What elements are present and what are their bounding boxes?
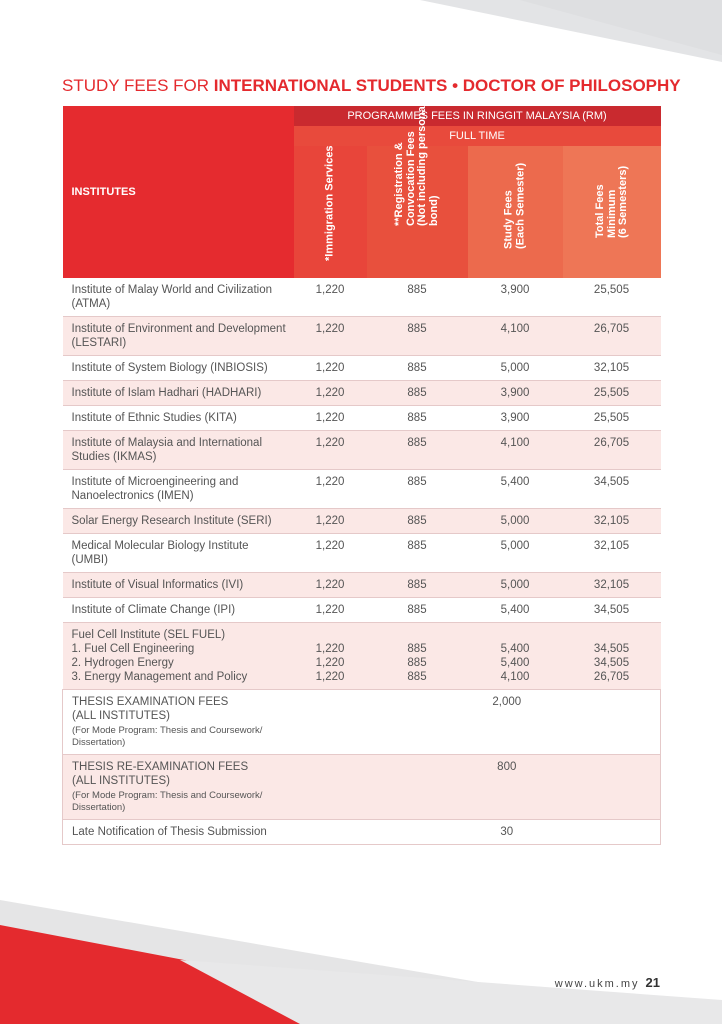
total-fee: 34,505 xyxy=(563,598,661,623)
study-fee: 3,900 xyxy=(468,278,563,317)
table-row-thesis-exam xyxy=(63,690,661,755)
study-fee: 3,900 xyxy=(468,381,563,406)
study-fee: 3,900 xyxy=(468,406,563,431)
registration-header: **Registration & Convocation Fees (Not including personal bond) xyxy=(367,146,468,278)
late-notification-label: Late Notification of Thesis Submission xyxy=(63,820,294,845)
registration-fee: 885 xyxy=(367,356,468,381)
institute-name: Institute of Visual Informatics (IVI) xyxy=(63,573,294,598)
study-fee: 5,000 xyxy=(468,356,563,381)
total-fee: 25,505 xyxy=(563,278,661,317)
study-fee: 5,000 xyxy=(468,573,563,598)
table-row-fuel-cell xyxy=(63,623,661,690)
fees-table xyxy=(62,103,661,845)
registration-fee: 885 xyxy=(367,598,468,623)
institute-name: Medical Molecular Biology Institute (UMBI) xyxy=(63,534,294,573)
immigration-fee: 1,220 xyxy=(294,470,367,509)
institute-name: Institute of Climate Change (IPI) xyxy=(63,598,294,623)
table-row xyxy=(63,356,661,381)
study-fee: 5,000 xyxy=(468,509,563,534)
institute-name: Institute of Ethnic Studies (KITA) xyxy=(63,406,294,431)
thesis-reexam-label: THESIS RE-EXAMINATION FEES (ALL INSTITUTES) (For Mode Program: Thesis and Coursework/ Dissertation) xyxy=(63,755,294,820)
institute-name: Institute of Environment and Development (LESTARI) xyxy=(63,317,294,356)
immigration-fee: 1,220 xyxy=(294,431,367,470)
table-row xyxy=(63,381,661,406)
immigration-fee: 1,220 xyxy=(294,534,367,573)
institute-name: Institute of Microengineering and Nanoelectronics (IMEN) xyxy=(63,470,294,509)
registration-fee: 885 xyxy=(367,470,468,509)
registration-fee: 885 xyxy=(367,573,468,598)
table-row xyxy=(63,573,661,598)
study-fees-header: Study Fees (Each Semester) xyxy=(468,146,563,278)
fuel-cell-imm: 1,220 1,220 1,220 xyxy=(294,623,367,690)
total-fee: 32,105 xyxy=(563,356,661,381)
study-fee: 4,100 xyxy=(468,317,563,356)
total-fees-header: Total Fees Minimum (6 Semesters) xyxy=(563,146,661,278)
full-time-header: FULL TIME xyxy=(294,126,661,146)
total-fee: 26,705 xyxy=(563,431,661,470)
fuel-cell-reg: 885 885 885 xyxy=(367,623,468,690)
page-footer xyxy=(555,975,660,990)
immigration-fee: 1,220 xyxy=(294,598,367,623)
total-fee: 32,105 xyxy=(563,509,661,534)
thesis-exam-value: 2,000 xyxy=(294,690,661,755)
registration-fee: 885 xyxy=(367,509,468,534)
study-fee: 5,400 xyxy=(468,470,563,509)
table-row-late-notification xyxy=(63,820,661,845)
footer-url: www.ukm.my xyxy=(554,978,640,990)
total-fee: 32,105 xyxy=(563,573,661,598)
immigration-fee: 1,220 xyxy=(294,406,367,431)
immigration-fee: 1,220 xyxy=(294,356,367,381)
table-row-thesis-reexam xyxy=(63,755,661,820)
immigration-fee: 1,220 xyxy=(294,317,367,356)
registration-fee: 885 xyxy=(367,381,468,406)
fuel-cell-study: 5,400 5,400 4,100 xyxy=(468,623,563,690)
table-row xyxy=(63,470,661,509)
thesis-exam-label: THESIS EXAMINATION FEES (ALL INSTITUTES) (For Mode Program: Thesis and Coursework/ Dissertation) xyxy=(63,690,294,755)
thesis-reexam-value: 800 xyxy=(294,755,661,820)
total-fee: 34,505 xyxy=(563,470,661,509)
total-fee: 25,505 xyxy=(563,381,661,406)
page-title: STUDY FEES FOR INTERNATIONAL STUDENTS • DOCTOR OF PHILOSOPHY xyxy=(62,76,681,95)
table-row xyxy=(63,317,661,356)
table-row xyxy=(63,509,661,534)
immigration-header: *Immigration Services xyxy=(294,146,367,278)
registration-fee: 885 xyxy=(367,406,468,431)
institutes-header: INSTITUTES xyxy=(63,106,294,278)
table-row xyxy=(63,278,661,317)
institute-name: Institute of Malaysia and International Studies (IKMAS) xyxy=(63,431,294,470)
registration-fee: 885 xyxy=(367,278,468,317)
late-notification-value: 30 xyxy=(294,820,661,845)
immigration-fee: 1,220 xyxy=(294,509,367,534)
institute-name: Institute of Islam Hadhari (HADHARI) xyxy=(63,381,294,406)
table-row xyxy=(63,598,661,623)
registration-fee: 885 xyxy=(367,431,468,470)
fuel-cell-total: 34,505 34,505 26,705 xyxy=(563,623,661,690)
study-fee: 5,000 xyxy=(468,534,563,573)
table-row xyxy=(63,431,661,470)
study-fee: 4,100 xyxy=(468,431,563,470)
page-number: 21 xyxy=(645,975,660,990)
institute-name: Institute of Malay World and Civilization (ATMA) xyxy=(63,278,294,317)
total-fee: 32,105 xyxy=(563,534,661,573)
total-fee: 25,505 xyxy=(563,406,661,431)
registration-fee: 885 xyxy=(367,317,468,356)
total-fee: 26,705 xyxy=(563,317,661,356)
table-row xyxy=(63,534,661,573)
immigration-fee: 1,220 xyxy=(294,381,367,406)
fuel-cell-names: Fuel Cell Institute (SEL FUEL) 1. Fuel Cell Engineering 2. Hydrogen Energy 3. Energy Management and Policy xyxy=(63,623,294,690)
study-fee: 5,400 xyxy=(468,598,563,623)
registration-fee: 885 xyxy=(367,534,468,573)
immigration-fee: 1,220 xyxy=(294,573,367,598)
immigration-fee: 1,220 xyxy=(294,278,367,317)
institute-name: Solar Energy Research Institute (SERI) xyxy=(63,509,294,534)
institute-name: Institute of System Biology (INBIOSIS) xyxy=(63,356,294,381)
table-row xyxy=(63,406,661,431)
programmes-header: PROGRAMMES FEES IN RINGGIT MALAYSIA (RM) xyxy=(294,106,661,126)
